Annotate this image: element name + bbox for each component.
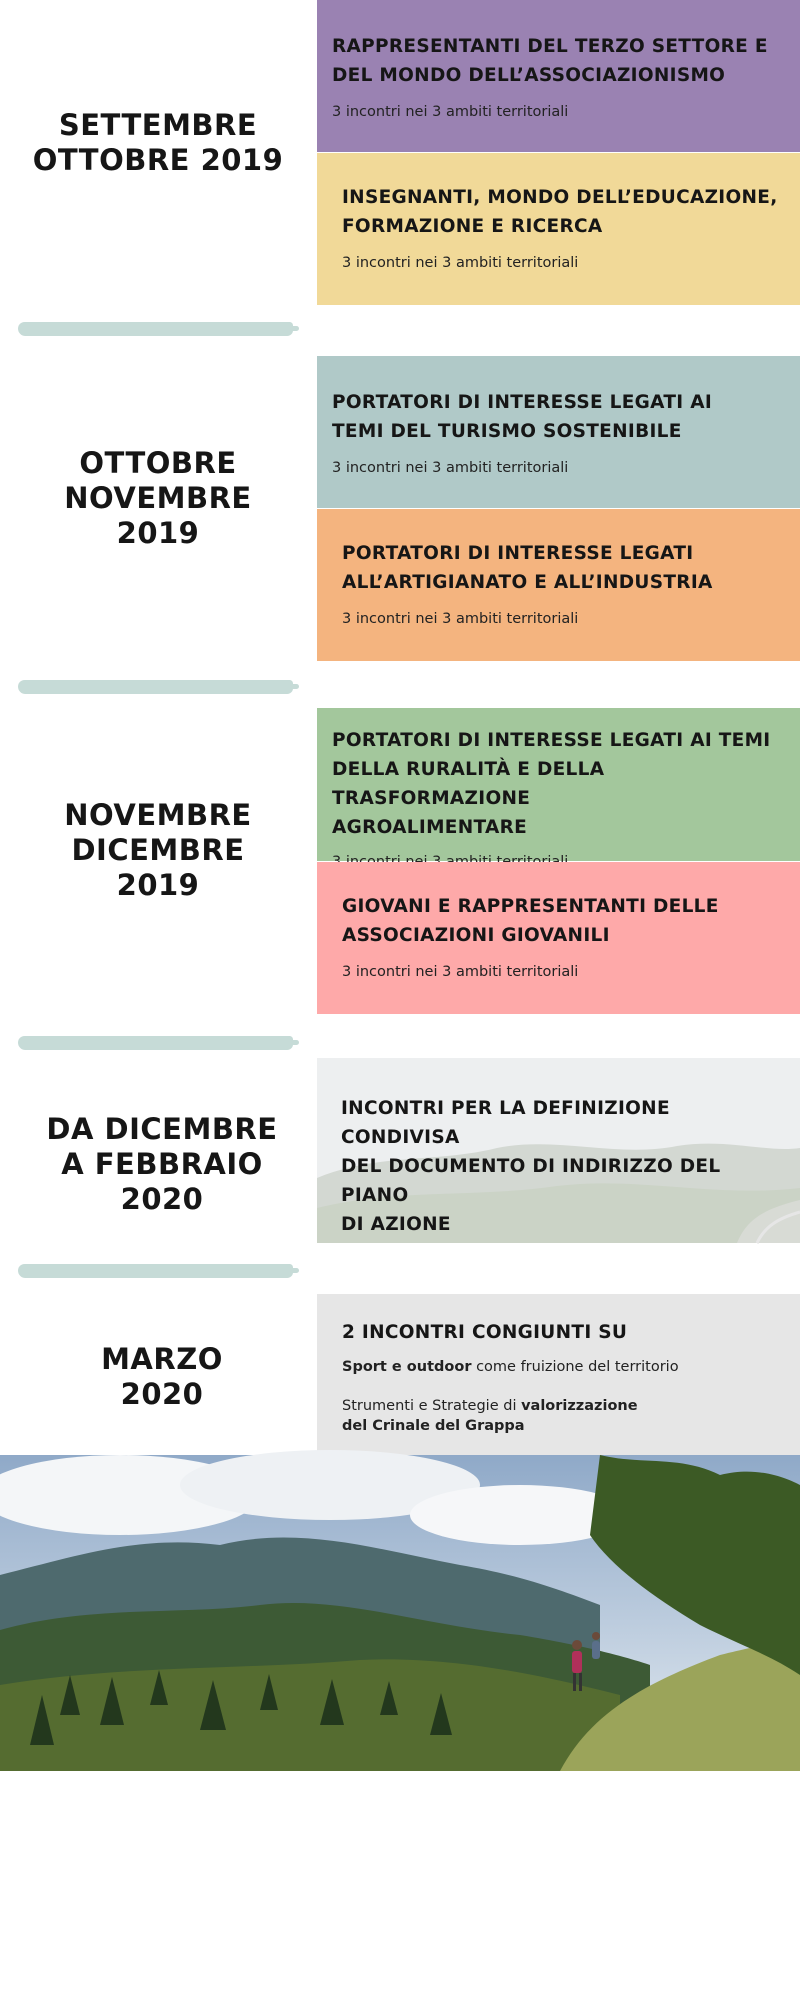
period-label-nov-dec-2019 bbox=[0, 798, 316, 903]
divider-brush-stroke bbox=[18, 1264, 293, 1278]
period-line: 2020 bbox=[120, 1377, 204, 1411]
landscape-hikers-photo bbox=[0, 1455, 800, 1771]
period-line: SETTEMBRE bbox=[58, 108, 258, 142]
card-title: INCONTRI PER LA DEFINIZIONE CONDIVISA DEL DOCUMENTO DI INDIRIZZO DEL PIANO DI AZIONE bbox=[341, 1098, 721, 1235]
topic-sport-outdoor: Sport e outdoor come fruizione del territorio bbox=[342, 1359, 679, 1375]
divider-brush-stroke bbox=[18, 680, 293, 694]
topic-valorizzazione: Strumenti e Strategie di valorizzazione del Crinale del Grappa bbox=[342, 1398, 638, 1434]
period-label-sep-oct-2019 bbox=[0, 108, 316, 178]
period-line: OTTOBRE 2019 bbox=[32, 143, 284, 177]
card-title: PORTATORI DI INTERESSE LEGATI AI TEMI DEL TURISMO SOSTENIBILE bbox=[332, 392, 712, 442]
card-turismo-sostenibile bbox=[317, 356, 800, 508]
card-subtitle: 3 incontri nei 3 ambiti territoriali bbox=[332, 104, 569, 120]
period-label-dec-feb-2020 bbox=[4, 1112, 320, 1217]
card-title: 2 INCONTRI CONGIUNTI SU bbox=[342, 1322, 628, 1343]
card-subtitle: 3 incontri nei 3 ambiti territoriali bbox=[342, 964, 579, 980]
card-ruralita-agroalimentare bbox=[317, 708, 800, 861]
card-title: PORTATORI DI INTERESSE LEGATI AI TEMI DELLA RURALITÀ E DELLA TRASFORMAZIONE AGROALIMENTARE bbox=[332, 730, 771, 838]
card-title: RAPPRESENTANTI DEL TERZO SETTORE E DEL MONDO DELL’ASSOCIAZIONISMO bbox=[332, 36, 768, 86]
period-line: OTTOBRE bbox=[79, 446, 237, 480]
divider-brush-stroke bbox=[18, 1036, 293, 1050]
card-insegnanti bbox=[317, 153, 800, 305]
divider-brush-stroke bbox=[18, 322, 293, 336]
card-artigianato-industria bbox=[317, 509, 800, 661]
mountain-landscape-illustration bbox=[0, 1455, 800, 1771]
card-subtitle: 3 incontri nei 3 ambiti territoriali bbox=[342, 255, 579, 271]
card-title: PORTATORI DI INTERESSE LEGATI ALL’ARTIGIANATO E ALL’INDUSTRIA bbox=[342, 543, 713, 593]
card-subtitle: 3 incontri nei 3 ambiti territoriali bbox=[342, 611, 579, 627]
period-line: DA DICEMBRE bbox=[46, 1112, 278, 1146]
card-text bbox=[341, 1094, 771, 1239]
card-title: GIOVANI E RAPPRESENTANTI DELLE ASSOCIAZIONI GIOVANILI bbox=[342, 896, 719, 946]
period-line: NOVEMBRE bbox=[64, 481, 252, 515]
card-documento-indirizzo bbox=[317, 1058, 800, 1243]
period-line: MARZO bbox=[101, 1342, 223, 1376]
period-label-mar-2020 bbox=[4, 1342, 320, 1412]
period-label-oct-nov-2019 bbox=[0, 446, 316, 551]
period-line: 2019 bbox=[116, 516, 200, 550]
period-line: 2020 bbox=[120, 1182, 204, 1216]
period-line: 2019 bbox=[116, 868, 200, 902]
card-giovani bbox=[317, 862, 800, 1014]
period-line: NOVEMBRE bbox=[64, 798, 252, 832]
card-subtitle: 3 incontri nei 3 ambiti territoriali bbox=[332, 460, 569, 476]
card-title: INSEGNANTI, MONDO DELL’EDUCAZIONE, FORMAZIONE E RICERCA bbox=[342, 187, 778, 237]
period-line: DICEMBRE bbox=[71, 833, 245, 867]
period-line: A FEBBRAIO bbox=[61, 1147, 263, 1181]
card-incontri-congiunti bbox=[317, 1294, 800, 1455]
card-terzo-settore bbox=[317, 0, 800, 152]
